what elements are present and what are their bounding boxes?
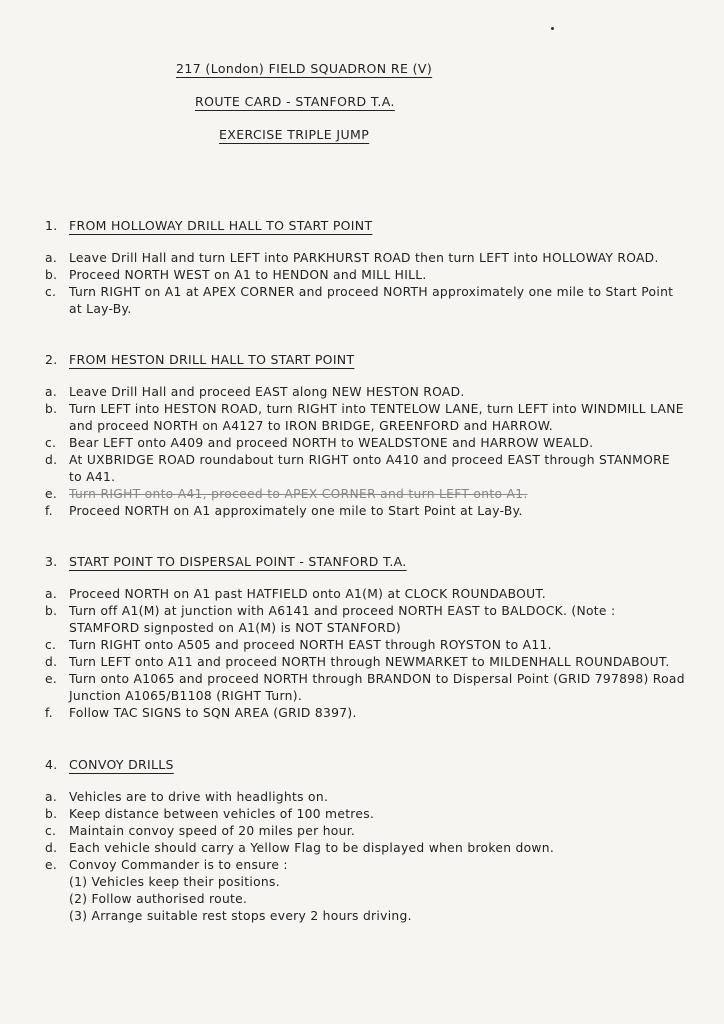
item-letter: c. [45,824,57,838]
item-letter: a. [45,251,58,265]
item-text: Bear LEFT onto A409 and proceed NORTH to WEALDSTONE and HARROW WEALD. [69,436,594,450]
item-text: Turn RIGHT on A1 at APEX CORNER and proceed NORTH approximately one mile to Start Point at Lay-By. [69,285,674,316]
section-label: FROM HOLLOWAY DRILL HALL TO START POINT [69,218,373,233]
list-item [45,503,685,520]
item-text: Turn LEFT onto A11 and proceed NORTH through NEWMARKET to MILDENHALL ROUNDABOUT. [69,655,670,669]
item-letter: b. [45,807,58,821]
item-letter: c. [45,638,57,652]
section-label: CONVOY DRILLS [69,757,174,772]
list-item [45,401,685,435]
sub-item: (3) Arrange suitable rest stops every 2 hours driving. [69,909,412,923]
list-item [45,384,685,401]
item-text: At UXBRIDGE ROAD roundabout turn RIGHT onto A410 and proceed EAST through STANMORE to A41. [69,453,670,484]
item-letter: f. [45,706,53,720]
list-item [45,586,685,603]
item-letter: d. [45,841,58,855]
item-letter: d. [45,453,58,467]
section-number: 1. [45,218,58,233]
item-letter: e. [45,487,58,501]
item-text: Turn onto A1065 and proceed NORTH through BRANDON to Dispersal Point (GRID 797898) Road Junction A1065/B1108 (RIGHT Turn). [69,672,685,703]
item-text: Vehicles are to drive with headlights on. [69,790,329,804]
item-letter: c. [45,285,57,299]
list-item [45,840,685,857]
list-item [45,806,685,823]
section-1 [45,218,685,318]
section-number: 3. [45,554,58,569]
item-text: Follow TAC SIGNS to SQN AREA (GRID 8397). [69,706,357,720]
section-title [45,352,685,367]
section-3 [45,554,685,722]
item-letter: d. [45,655,58,669]
list-item [45,284,685,318]
item-letter: a. [45,385,58,399]
list-item [45,637,685,654]
sub-item: (1) Vehicles keep their positions. [69,875,280,889]
item-text: Leave Drill Hall and turn LEFT into PARKHURST ROAD then turn LEFT into HOLLOWAY ROAD. [69,251,659,265]
list-item [45,452,685,486]
unit-heading: 217 (London) FIELD SQUADRON RE (V) [176,61,433,76]
item-letter: a. [45,587,58,601]
item-letter: e. [45,858,58,872]
list-item [45,654,685,671]
section-2 [45,352,685,520]
list-item [45,603,685,637]
item-letter: b. [45,268,58,282]
item-text: Turn RIGHT onto A41, proceed to APEX CORNER and turn LEFT onto A1. [69,487,528,501]
section-title [45,554,685,569]
item-text: Turn LEFT into HESTON ROAD, turn RIGHT into TENTELOW LANE, turn LEFT into WINDMILL LANE and proceed NORTH on A4127 to IRON BRIDGE, GREENFORD and HARROW. [69,402,684,433]
list-item [45,250,685,267]
list-item [45,435,685,452]
section-title [45,757,685,772]
item-letter: c. [45,436,57,450]
route-card-heading: ROUTE CARD - STANFORD T.A. [195,94,395,109]
item-text: Turn RIGHT onto A505 and proceed NORTH EAST through ROYSTON to A11. [69,638,552,652]
item-text: Leave Drill Hall and proceed EAST along NEW HESTON ROAD. [69,385,465,399]
list-item-struck [45,486,685,503]
item-letter: b. [45,402,58,416]
section-number: 4. [45,757,58,772]
item-letter: b. [45,604,58,618]
item-letter: a. [45,790,58,804]
item-letter: e. [45,672,58,686]
exercise-heading: EXERCISE TRIPLE JUMP [219,127,370,142]
list-item [45,671,685,705]
item-text: Each vehicle should carry a Yellow Flag to be displayed when broken down. [69,841,555,855]
list-item [45,789,685,806]
list-item [45,823,685,840]
list-item [45,705,685,722]
item-text: Proceed NORTH on A1 approximately one mile to Start Point at Lay-By. [69,504,523,518]
item-letter: f. [45,504,53,518]
section-label: START POINT TO DISPERSAL POINT - STANFORD T.A. [69,554,407,569]
item-text: Convoy Commander is to ensure : [69,858,288,872]
item-text: Proceed NORTH WEST on A1 to HENDON and MILL HILL. [69,268,427,282]
ink-mark [551,27,554,30]
section-label: FROM HESTON DRILL HALL TO START POINT [69,352,355,367]
item-text: Maintain convoy speed of 20 miles per hour. [69,824,356,838]
item-text: Proceed NORTH on A1 past HATFIELD onto A1(M) at CLOCK ROUNDABOUT. [69,587,546,601]
item-text: Keep distance between vehicles of 100 metres. [69,807,375,821]
item-text: Turn off A1(M) at junction with A6141 and proceed NORTH EAST to BALDOCK. (Note : STAMFORD signposted on A1(M) is NOT STANFORD) [69,604,616,635]
list-item [45,267,685,284]
section-4 [45,757,685,925]
section-title [45,218,685,233]
sub-item: (2) Follow authorised route. [69,892,248,906]
section-number: 2. [45,352,58,367]
list-item [45,857,685,874]
